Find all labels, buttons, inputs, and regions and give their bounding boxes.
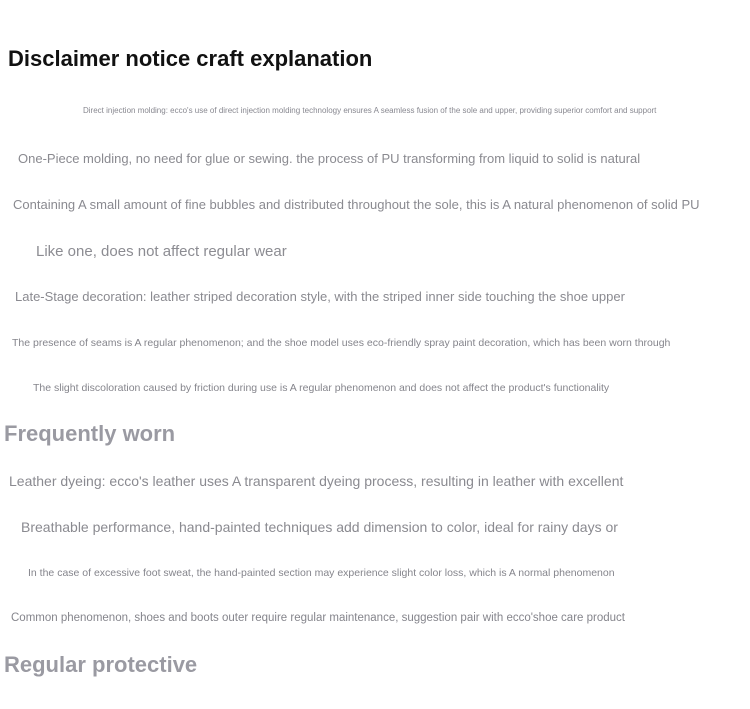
text-line-dyeing: Leather dyeing: ecco's leather uses A transparent dyeing process, resulting in leather with excellent [9, 473, 624, 489]
text-line-decoration: Late-Stage decoration: leather striped decoration style, with the striped inner side touching the shoe upper [15, 289, 625, 304]
text-line-injection: Direct injection molding: ecco's use of direct injection molding technology ensures A seamless fusion of the sole and upper, providing superior comfort and support [83, 106, 657, 115]
text-line-bubbles: Containing A small amount of fine bubbles and distributed throughout the sole, this is A natural phenomenon of solid PU [13, 197, 700, 212]
page-title: Disclaimer notice craft explanation [8, 46, 373, 71]
text-line-maintenance: Common phenomenon, shoes and boots outer require regular maintenance, suggestion pair with ecco'shoe care product [11, 612, 625, 624]
text-line-seams: The presence of seams is A regular phenomenon; and the shoe model uses eco-friendly spray paint decoration, which has been worn through [12, 337, 671, 349]
text-line-breathable: Breathable performance, hand-painted techniques add dimension to color, ideal for rainy days or [21, 519, 618, 535]
text-line-discoloration: The slight discoloration caused by friction during use is A regular phenomenon and does not affect the product's functionality [33, 382, 610, 394]
text-line-sweat: In the case of excessive foot sweat, the hand-painted section may experience slight color loss, which is A normal phenomenon [28, 567, 615, 579]
section-heading-frequently-worn: Frequently worn [4, 421, 176, 446]
section-heading-regular-protective: Regular protective [4, 652, 198, 677]
text-line-wear: Like one, does not affect regular wear [36, 243, 287, 260]
text-line-one-piece: One-Piece molding, no need for glue or sewing. the process of PU transforming from liquid to solid is natural [18, 151, 641, 166]
